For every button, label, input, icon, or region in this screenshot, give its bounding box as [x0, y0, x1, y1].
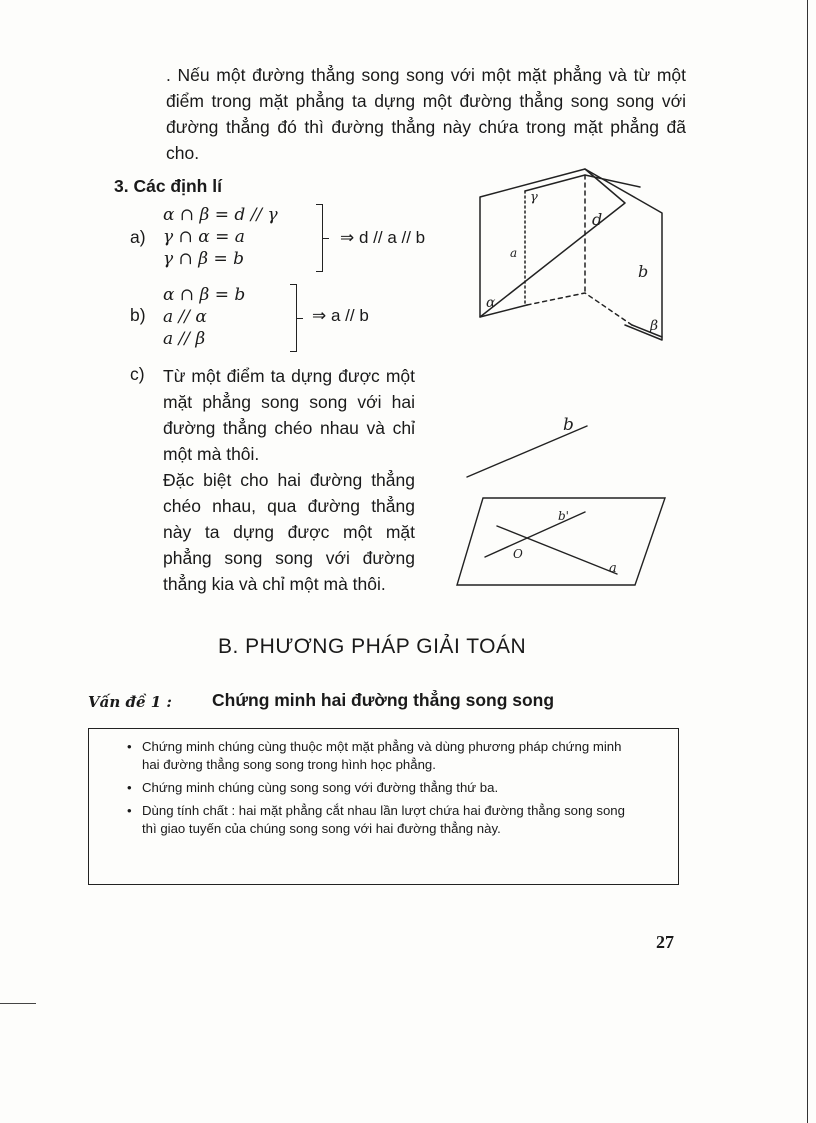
page-number: 27: [656, 932, 674, 952]
issue-label: Vấn đề 1 :: [88, 693, 172, 711]
list-item: • Chứng minh chúng cùng song song với đường thẳng thứ ba.: [121, 779, 636, 797]
plane-alpha: [480, 169, 625, 317]
theorem-c-text: Từ một điểm ta dựng được một mặt phẳng song song với hai đường thẳng chéo nhau và chỉ một mà thôi.: [163, 366, 415, 464]
label-d: d: [592, 210, 603, 229]
hidden-edges: [527, 293, 632, 325]
intro-paragraph: . Nếu một đường thẳng song song với một mặt phẳng và từ một điểm trong mặt phẳng ta dựng một đường thẳng song song với đường thẳng đó thì đường thẳng này chứa trong mặt phẳng đã cho.: [166, 65, 686, 163]
theorem-c-label: c): [130, 364, 145, 384]
list-item: • Chứng minh chúng cùng thuộc một mặt phẳng và dùng phương pháp chứng minh hai đường thẳng song song trong hình học phẳng.: [121, 738, 636, 774]
theorem-b-line1: α ∩ β = b: [163, 285, 246, 305]
page-edge: [807, 0, 808, 1123]
label-gamma: γ: [530, 190, 538, 205]
methods-list: [121, 738, 636, 843]
theorems-heading: 3. Các định lí: [114, 176, 222, 196]
plane-beta: [585, 169, 662, 340]
theorem-a-line2: γ ∩ α = a: [163, 227, 245, 247]
theorem-a-line1: α ∩ β = d // γ: [163, 205, 278, 225]
label-b2: b: [563, 415, 574, 435]
theorem-a-label: a): [130, 227, 146, 247]
section-title: B. PHƯƠNG PHÁP GIẢI TOÁN: [218, 635, 527, 658]
line-b-prime: [485, 512, 585, 557]
theorem-b-result: ⇒ a // b: [312, 306, 369, 325]
label-a: a: [510, 246, 518, 260]
label-o: O: [513, 547, 523, 561]
theorem-b-label: b): [130, 305, 146, 325]
methods-box: [88, 728, 679, 885]
label-b: b: [638, 262, 649, 281]
scan-mark: [0, 1003, 36, 1004]
label-b-prime: b': [558, 509, 569, 523]
plane-gamma-top: [525, 175, 640, 191]
theorem-b-brace: [290, 284, 297, 352]
issue-title: Chứng minh hai đường thẳng song song: [212, 690, 555, 710]
three-planes-figure: [470, 165, 670, 350]
skew-lines-figure: [455, 410, 670, 590]
list-item: • Dùng tính chất : hai mặt phẳng cắt nhau lần lượt chứa hai đường thẳng song song thì giao tuyến của chúng song song với hai đường thẳng này.: [121, 802, 636, 838]
label-alpha: α: [486, 295, 496, 311]
theorem-a-brace: [316, 204, 323, 272]
label-a2: a: [609, 561, 617, 576]
theorem-b-line2: a // α: [163, 307, 207, 327]
theorem-a-line3: γ ∩ β = b: [163, 249, 244, 269]
theorem-a-result: ⇒ d // a // b: [340, 228, 426, 247]
theorem-c-special: Đặc biệt cho hai đường thẳng chéo nhau, qua đường thẳng này ta dựng được một mặt phẳng song song với đường thẳng kia và chỉ một mà thôi.: [163, 470, 415, 594]
label-beta: β: [650, 318, 659, 334]
theorem-b-line3: a // β: [163, 329, 206, 349]
